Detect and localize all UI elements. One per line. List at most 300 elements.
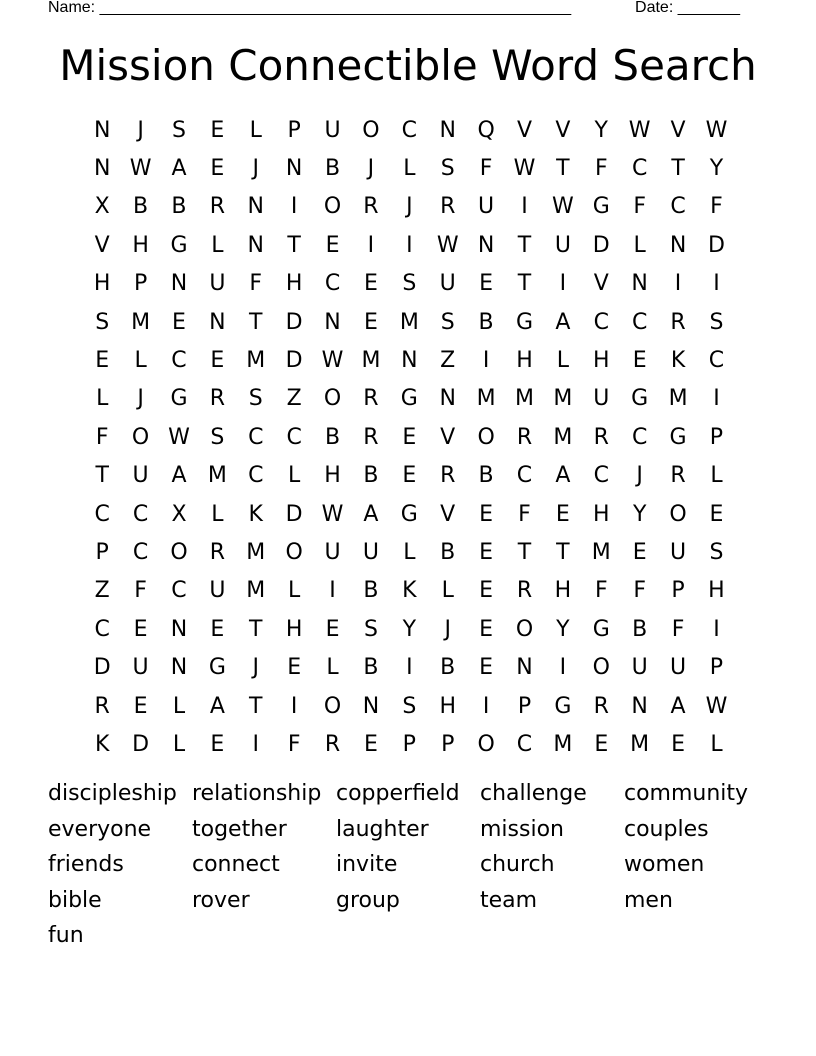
grid-cell: I bbox=[559, 271, 567, 297]
grid-cell: C bbox=[324, 271, 341, 297]
grid-cell: E bbox=[479, 271, 494, 297]
grid-cell: N bbox=[93, 117, 111, 143]
grid-cell: B bbox=[440, 539, 456, 565]
grid-cell: C bbox=[94, 616, 110, 642]
grid-cell: G bbox=[170, 232, 188, 258]
grid-cell: U bbox=[670, 539, 687, 565]
grid-cell: E bbox=[402, 463, 417, 489]
word-list-item: fun bbox=[48, 923, 84, 949]
grid-cell: G bbox=[554, 693, 572, 719]
grid-cell: A bbox=[171, 156, 187, 182]
grid-cell: G bbox=[208, 655, 226, 681]
grid-cell: W bbox=[321, 501, 344, 527]
grid-cell: M bbox=[246, 539, 266, 565]
grid-cell: U bbox=[670, 655, 687, 681]
grid-cell: E bbox=[210, 616, 225, 642]
grid-cell: F bbox=[134, 578, 147, 604]
grid-cell: S bbox=[709, 309, 724, 335]
grid-cell: O bbox=[477, 424, 495, 450]
grid-cell: D bbox=[285, 348, 303, 374]
grid-cell: G bbox=[631, 386, 649, 412]
grid-cell: U bbox=[554, 232, 571, 258]
grid-cell: V bbox=[670, 117, 686, 143]
grid-cell: S bbox=[248, 386, 263, 412]
word-list-item: challenge bbox=[480, 781, 587, 806]
grid-cell: T bbox=[249, 616, 263, 642]
grid-cell: P bbox=[517, 693, 532, 719]
grid-cell: T bbox=[556, 539, 570, 565]
grid-cell: N bbox=[631, 693, 648, 719]
grid-cell: S bbox=[171, 117, 186, 143]
grid-cell: S bbox=[210, 424, 225, 450]
grid-cell: P bbox=[709, 424, 724, 450]
grid-cell: A bbox=[209, 693, 225, 719]
grid-cell: E bbox=[671, 731, 685, 757]
grid-cell: C bbox=[516, 463, 533, 489]
grid-cell: O bbox=[477, 731, 495, 757]
grid-cell: E bbox=[479, 501, 494, 527]
grid-cell: L bbox=[172, 731, 186, 757]
grid-cell: C bbox=[631, 309, 648, 335]
grid-cell: C bbox=[631, 156, 648, 182]
grid-cell: I bbox=[674, 271, 682, 297]
word-list-item: relationship bbox=[192, 781, 322, 806]
grid-cell: M bbox=[630, 731, 650, 757]
grid-cell: T bbox=[517, 271, 532, 297]
grid-cell: S bbox=[440, 309, 455, 335]
grid-cell: E bbox=[325, 616, 340, 642]
word-list-item: discipleship bbox=[48, 781, 177, 806]
date-label: Date: _______ bbox=[635, 0, 740, 16]
grid-cell: L bbox=[211, 501, 224, 527]
word-list-item: men bbox=[624, 887, 673, 913]
grid-cell: H bbox=[593, 501, 610, 527]
grid-cell: U bbox=[324, 539, 341, 565]
grid-cell: L bbox=[441, 578, 454, 604]
grid-cell: S bbox=[402, 271, 417, 297]
grid-cell: O bbox=[592, 655, 610, 681]
grid-cell: L bbox=[403, 156, 416, 182]
grid-cell: N bbox=[439, 117, 456, 143]
grid-cell: C bbox=[94, 501, 110, 527]
grid-cell: V bbox=[440, 424, 456, 450]
grid-cell: M bbox=[399, 309, 419, 335]
grid-cell: S bbox=[402, 693, 417, 719]
grid-cell: H bbox=[285, 271, 303, 297]
grid-cell: F bbox=[633, 194, 646, 220]
grid-cell: E bbox=[325, 232, 340, 258]
grid-cell: I bbox=[329, 578, 336, 604]
grid-cell: C bbox=[516, 731, 533, 757]
grid-cell: P bbox=[441, 731, 455, 757]
grid-cell: W bbox=[129, 156, 152, 182]
word-list-item: together bbox=[192, 816, 287, 842]
grid-cell: I bbox=[406, 232, 413, 258]
grid-cell: D bbox=[707, 232, 725, 258]
grid-cell: N bbox=[170, 271, 188, 297]
grid-cell: F bbox=[710, 194, 723, 220]
grid-cell: N bbox=[631, 271, 648, 297]
grid-cell: G bbox=[515, 309, 534, 335]
grid-cell: B bbox=[632, 616, 648, 642]
grid-cell: D bbox=[285, 501, 303, 527]
grid-cell: G bbox=[400, 386, 418, 412]
grid-cell: C bbox=[593, 309, 609, 335]
grid-cell: B bbox=[171, 194, 187, 220]
grid-cell: T bbox=[287, 232, 301, 258]
grid-cell: K bbox=[402, 578, 417, 604]
grid-cell: N bbox=[93, 156, 111, 182]
grid-cell: N bbox=[170, 616, 188, 642]
page-title: Mission Connectible Word Search bbox=[59, 41, 757, 90]
grid-cell: B bbox=[324, 156, 341, 182]
grid-cell: L bbox=[556, 348, 570, 374]
grid-cell: M bbox=[207, 463, 227, 489]
grid-cell: R bbox=[440, 463, 456, 489]
grid-cell: W bbox=[705, 693, 728, 719]
grid-cell: O bbox=[170, 539, 188, 565]
grid-cell: J bbox=[137, 386, 144, 412]
grid-cell: K bbox=[248, 501, 263, 527]
grid-cell: W bbox=[552, 194, 574, 220]
grid-cell: O bbox=[669, 501, 687, 527]
grid-cell: O bbox=[131, 424, 150, 450]
grid-cell: U bbox=[439, 271, 456, 297]
grid-cell: D bbox=[285, 309, 303, 335]
grid-cell: W bbox=[168, 424, 190, 450]
grid-cell: E bbox=[632, 539, 647, 565]
grid-cell: N bbox=[247, 194, 264, 220]
grid-cell: L bbox=[403, 539, 416, 565]
grid-cell: R bbox=[670, 309, 686, 335]
grid-cell: G bbox=[592, 616, 610, 642]
grid-cell: U bbox=[631, 655, 648, 681]
grid-cell: I bbox=[713, 386, 720, 412]
grid-cell: N bbox=[477, 232, 495, 258]
grid-cell: E bbox=[709, 501, 724, 527]
grid-cell: G bbox=[592, 194, 610, 220]
word-list-item: women bbox=[624, 852, 705, 878]
grid-cell: E bbox=[210, 117, 225, 143]
grid-cell: A bbox=[555, 463, 571, 489]
grid-cell: M bbox=[553, 731, 573, 757]
grid-cell: G bbox=[170, 386, 188, 412]
grid-cell: Y bbox=[556, 616, 570, 642]
grid-cell: D bbox=[93, 655, 111, 681]
grid-cell: R bbox=[324, 731, 341, 757]
grid-cell: M bbox=[553, 424, 573, 450]
grid-cell: I bbox=[713, 271, 720, 297]
grid-cell: P bbox=[402, 731, 416, 757]
grid-cell: L bbox=[96, 386, 109, 412]
grid-cell: I bbox=[713, 616, 720, 642]
grid-cell: L bbox=[249, 117, 262, 143]
grid-cell: E bbox=[479, 616, 494, 642]
grid-cell: B bbox=[363, 578, 379, 604]
grid-cell: K bbox=[94, 731, 110, 757]
grid-cell: I bbox=[406, 655, 413, 681]
grid-cell: P bbox=[709, 655, 724, 681]
grid-cell: L bbox=[172, 693, 186, 719]
grid-cell: O bbox=[362, 117, 380, 143]
word-list-item: invite bbox=[336, 852, 398, 878]
grid-cell: M bbox=[553, 386, 573, 412]
grid-cell: R bbox=[363, 194, 379, 220]
grid-cell: J bbox=[636, 463, 643, 489]
grid-cell: L bbox=[134, 348, 147, 374]
letter-grid bbox=[83, 111, 736, 764]
grid-cell: E bbox=[479, 655, 494, 681]
grid-cell: U bbox=[132, 463, 149, 489]
grid-cell: F bbox=[95, 424, 109, 450]
grid-cell: R bbox=[440, 194, 456, 220]
grid-cell: V bbox=[516, 117, 533, 143]
grid-cell: O bbox=[515, 616, 534, 642]
word-list-item: bible bbox=[48, 887, 102, 913]
grid-cell: I bbox=[290, 194, 298, 220]
grid-cell: P bbox=[133, 271, 148, 297]
grid-cell: E bbox=[95, 348, 110, 374]
grid-cell: R bbox=[363, 386, 379, 412]
grid-cell: D bbox=[132, 731, 150, 757]
grid-cell: S bbox=[440, 156, 455, 182]
grid-cell: T bbox=[249, 309, 263, 335]
grid-cell: A bbox=[670, 693, 686, 719]
word-list-item: rover bbox=[192, 887, 250, 913]
grid-cell: E bbox=[363, 309, 378, 335]
grid-cell: H bbox=[439, 693, 456, 719]
grid-cell: M bbox=[668, 386, 688, 412]
grid-cell: L bbox=[288, 463, 301, 489]
grid-cell: E bbox=[210, 348, 225, 374]
grid-cell: I bbox=[559, 655, 567, 681]
grid-cell: T bbox=[556, 156, 570, 182]
grid-cell: O bbox=[285, 539, 303, 565]
grid-cell: V bbox=[94, 232, 110, 258]
grid-cell: U bbox=[324, 117, 341, 143]
grid-cell: R bbox=[209, 194, 226, 220]
grid-cell: S bbox=[363, 616, 378, 642]
grid-cell: B bbox=[363, 655, 379, 681]
grid-cell: E bbox=[363, 271, 378, 297]
grid-cell: N bbox=[362, 693, 380, 719]
grid-cell: F bbox=[287, 731, 301, 757]
grid-cell: M bbox=[246, 578, 266, 604]
grid-cell: C bbox=[631, 424, 648, 450]
grid-cell: W bbox=[321, 348, 344, 374]
grid-cell: Y bbox=[632, 501, 647, 527]
grid-cell: Y bbox=[402, 616, 417, 642]
grid-cell: M bbox=[591, 539, 611, 565]
grid-cell: C bbox=[171, 348, 187, 374]
grid-cell: R bbox=[593, 693, 609, 719]
grid-cell: T bbox=[95, 463, 109, 489]
grid-cell: T bbox=[517, 539, 532, 565]
grid-cell: R bbox=[94, 693, 110, 719]
grid-cell: M bbox=[246, 348, 266, 374]
grid-cell: F bbox=[594, 578, 608, 604]
name-label: Name: _____________________________________________________ bbox=[48, 0, 572, 16]
grid-cell: O bbox=[323, 194, 342, 220]
grid-cell: N bbox=[669, 232, 687, 258]
grid-cell: F bbox=[594, 156, 608, 182]
grid-cell: N bbox=[324, 309, 341, 335]
grid-cell: H bbox=[708, 578, 725, 604]
grid-cell: B bbox=[324, 424, 341, 450]
grid-cell: E bbox=[133, 616, 148, 642]
grid-cell: U bbox=[478, 194, 495, 220]
grid-cell: C bbox=[248, 463, 264, 489]
grid-cell: E bbox=[479, 539, 494, 565]
grid-cell: L bbox=[288, 578, 301, 604]
grid-cell: J bbox=[252, 156, 259, 182]
grid-cell: U bbox=[132, 655, 149, 681]
word-list-item: team bbox=[480, 887, 538, 913]
grid-cell: W bbox=[705, 117, 728, 143]
grid-cell: E bbox=[210, 156, 225, 182]
grid-cell: N bbox=[247, 232, 264, 258]
grid-cell: H bbox=[516, 348, 533, 374]
grid-cell: N bbox=[401, 348, 418, 374]
grid-cell: P bbox=[671, 578, 685, 604]
grid-cell: K bbox=[670, 348, 686, 374]
grid-cell: A bbox=[363, 501, 379, 527]
grid-cell: U bbox=[593, 386, 610, 412]
grid-cell: V bbox=[440, 501, 456, 527]
grid-cell: Y bbox=[709, 156, 724, 182]
grid-cell: N bbox=[516, 655, 533, 681]
grid-cell: U bbox=[209, 578, 226, 604]
grid-cell: I bbox=[482, 348, 490, 374]
grid-cell: E bbox=[133, 693, 148, 719]
grid-cell: R bbox=[516, 424, 533, 450]
grid-cell: C bbox=[286, 424, 302, 450]
grid-cell: B bbox=[440, 655, 456, 681]
grid-cell: C bbox=[171, 578, 187, 604]
grid-cell: Z bbox=[94, 578, 110, 604]
grid-cell: E bbox=[210, 731, 225, 757]
grid-cell: T bbox=[671, 156, 685, 182]
word-list-item: friends bbox=[48, 852, 124, 878]
word-list-item: church bbox=[480, 852, 555, 878]
grid-cell: C bbox=[132, 539, 149, 565]
grid-cell: I bbox=[367, 232, 375, 258]
grid-cell: O bbox=[323, 386, 342, 412]
grid-cell: H bbox=[93, 271, 111, 297]
grid-cell: N bbox=[170, 655, 188, 681]
grid-cell: M bbox=[361, 348, 381, 374]
grid-cell: O bbox=[323, 693, 342, 719]
grid-cell: G bbox=[669, 424, 687, 450]
word-list bbox=[48, 776, 768, 954]
grid-cell: N bbox=[439, 386, 456, 412]
grid-cell: B bbox=[133, 194, 149, 220]
grid-cell: M bbox=[131, 309, 151, 335]
grid-cell: F bbox=[633, 578, 646, 604]
grid-cell: B bbox=[478, 463, 494, 489]
grid-cell: H bbox=[324, 463, 341, 489]
grid-cell: L bbox=[710, 463, 723, 489]
grid-cell: J bbox=[367, 156, 375, 182]
grid-cell: I bbox=[521, 194, 528, 220]
word-list-item: connect bbox=[192, 852, 280, 878]
grid-cell: H bbox=[554, 578, 572, 604]
grid-cell: T bbox=[517, 232, 532, 258]
grid-cell: E bbox=[632, 348, 647, 374]
grid-cell: E bbox=[287, 655, 302, 681]
header-line bbox=[48, 0, 740, 18]
grid-cell: R bbox=[593, 424, 609, 450]
grid-cell: D bbox=[592, 232, 610, 258]
word-list-item: community bbox=[624, 781, 749, 806]
grid-cell: W bbox=[513, 156, 536, 182]
grid-cell: I bbox=[482, 693, 490, 719]
grid-cell: I bbox=[290, 693, 298, 719]
grid-cell: B bbox=[363, 463, 379, 489]
grid-cell: P bbox=[287, 117, 301, 143]
grid-cell: L bbox=[211, 232, 224, 258]
grid-cell: L bbox=[710, 731, 723, 757]
grid-cell: Y bbox=[594, 117, 608, 143]
grid-cell: E bbox=[555, 501, 570, 527]
grid-cell: L bbox=[326, 655, 339, 681]
grid-cell: R bbox=[516, 578, 533, 604]
grid-cell: R bbox=[209, 386, 226, 412]
grid-cell: C bbox=[248, 424, 264, 450]
grid-cell: G bbox=[400, 501, 418, 527]
grid-cell: F bbox=[249, 271, 263, 297]
grid-cell: C bbox=[708, 348, 725, 374]
grid-cell: P bbox=[95, 539, 109, 565]
grid-cell: L bbox=[633, 232, 646, 258]
grid-cell: R bbox=[363, 424, 379, 450]
grid-cell: Q bbox=[477, 117, 495, 143]
word-list-item: mission bbox=[480, 816, 564, 842]
grid-cell: S bbox=[709, 539, 724, 565]
grid-cell: Z bbox=[286, 386, 302, 412]
word-list-item: everyone bbox=[48, 816, 152, 842]
grid-cell: J bbox=[252, 655, 259, 681]
grid-cell: E bbox=[402, 424, 417, 450]
word-list-item: couples bbox=[624, 816, 709, 842]
grid-cell: H bbox=[593, 348, 610, 374]
grid-cell: C bbox=[593, 463, 609, 489]
grid-cell: E bbox=[172, 309, 186, 335]
grid-cell: U bbox=[209, 271, 226, 297]
grid-cell: J bbox=[444, 616, 451, 642]
grid-cell: S bbox=[95, 309, 110, 335]
grid-cell: M bbox=[515, 386, 534, 412]
grid-cell: F bbox=[671, 616, 685, 642]
grid-cell: B bbox=[478, 309, 494, 335]
grid-cell: M bbox=[476, 386, 496, 412]
grid-cell: V bbox=[555, 117, 571, 143]
grid-cell: E bbox=[479, 578, 494, 604]
grid-cell: R bbox=[209, 539, 226, 565]
grid-cell: N bbox=[285, 156, 303, 182]
grid-cell: W bbox=[436, 232, 459, 258]
grid-cell: W bbox=[628, 117, 651, 143]
grid-cell: A bbox=[171, 463, 187, 489]
grid-cell: A bbox=[555, 309, 571, 335]
grid-cell: J bbox=[137, 117, 144, 143]
grid-cell: C bbox=[401, 117, 417, 143]
grid-cell: I bbox=[252, 731, 259, 757]
word-list-item: group bbox=[336, 887, 400, 913]
grid-cell: H bbox=[132, 232, 149, 258]
grid-cell: V bbox=[593, 271, 609, 297]
grid-cell: X bbox=[94, 194, 110, 220]
